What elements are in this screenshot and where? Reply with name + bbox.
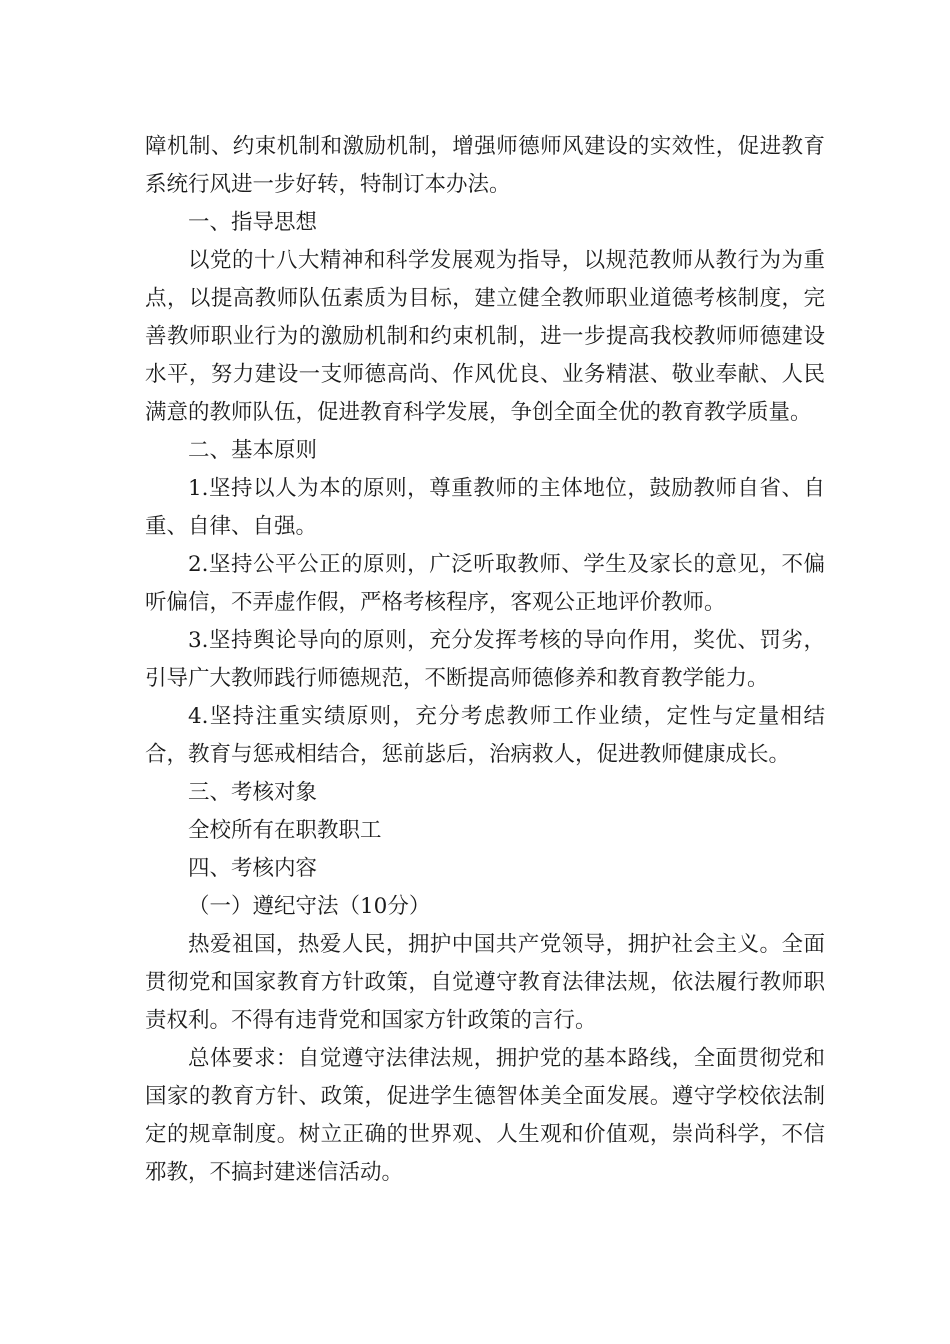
- paragraph-overall-requirements: 总体要求：自觉遵守法律法规，拥护党的基本路线，全面贯彻党和国家的教育方针、政策，促进学生德智体美全面发展。遵守学校依法制定的规章制度。树立正确的世界观、人生观和价值观，崇尚科学，不信邪教，不搞封建迷信活动。: [145, 1046, 825, 1185]
- heading-assessment-content: 四、考核内容: [188, 856, 318, 881]
- document-body: [145, 128, 825, 1192]
- paragraph-guiding-ideology: 以党的十八大精神和科学发展观为指导，以规范教师从教行为为重点，以提高教师队伍素质为目标，建立健全教师职业道德考核制度，完善教师职业行为的激励机制和约束机制，进一步提高我校教师师德建设水平，努力建设一支师德高尚、作风优良、业务精湛、敬业奉献、人民满意的教师队伍，促进教育科学发展，争创全面全优的教育教学质量。: [145, 248, 825, 425]
- heading-guiding-ideology: 一、指导思想: [188, 210, 318, 235]
- heading-basic-principles: 二、基本原则: [188, 438, 318, 463]
- principle-item-2: 2.坚持公平公正的原则，广泛听取教师、学生及家长的意见，不偏听偏信，不弄虚作假，严格考核程序，客观公正地评价教师。: [145, 552, 825, 615]
- principle-item-3: 3.坚持舆论导向的原则，充分发挥考核的导向作用，奖优、罚劣，引导广大教师践行师德规范，不断提高师德修养和教育教学能力。: [145, 628, 825, 691]
- subheading-law-abiding: （一）遵纪守法（10分）: [188, 894, 431, 919]
- paragraph-law-abiding: 热爱祖国，热爱人民，拥护中国共产党领导，拥护社会主义。全面贯彻党和国家教育方针政策，自觉遵守教育法律法规，依法履行教师职责权利。不得有违背党和国家方针政策的言行。: [145, 932, 825, 1033]
- principle-item-4: 4.坚持注重实绩原则，充分考虑教师工作业绩，定性与定量相结合，教育与惩戒相结合，惩前毖后，治病救人，促进教师健康成长。: [145, 704, 825, 767]
- principle-item-1: 1.坚持以人为本的原则，尊重教师的主体地位，鼓励教师自省、自重、自律、自强。: [145, 476, 825, 539]
- paragraph-assessment-targets: 全校所有在职教职工: [188, 818, 382, 843]
- heading-assessment-targets: 三、考核对象: [188, 780, 318, 805]
- paragraph-intro-continuation: 障机制、约束机制和激励机制，增强师德师风建设的实效性，促进教育系统行风进一步好转，特制订本办法。: [145, 134, 825, 197]
